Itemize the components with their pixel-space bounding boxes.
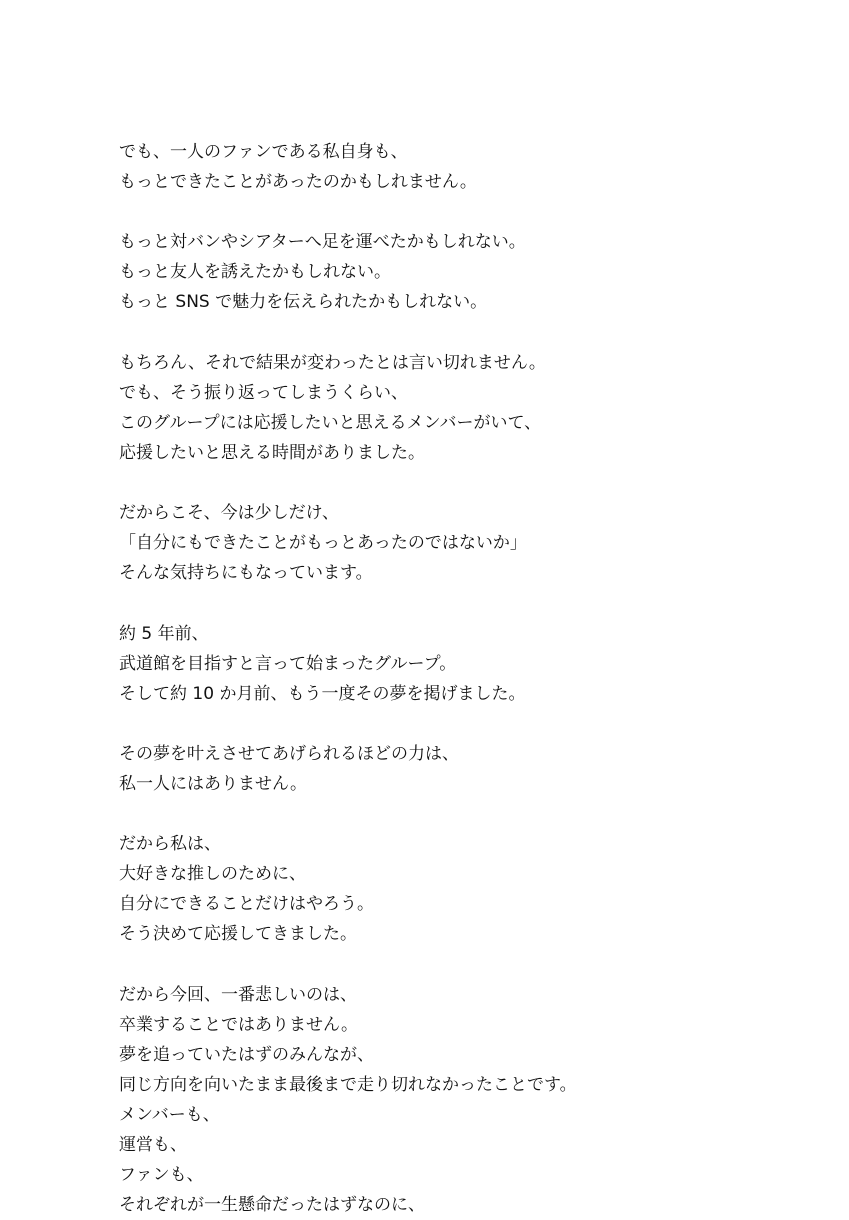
paragraph-spacer	[119, 588, 819, 618]
text-line: 運営も、	[119, 1135, 187, 1156]
paragraph	[119, 829, 819, 949]
text-line: メンバーも、	[119, 1105, 220, 1125]
text-line: 大好きな推しのために、	[119, 864, 306, 885]
text-line: でも、そう振り返ってしまうくらい、	[119, 382, 408, 403]
paragraph	[119, 619, 819, 709]
paragraph	[119, 980, 819, 1220]
text-line: 同じ方向を向いたまま最後まで走り切れなかったことです。	[119, 1074, 577, 1095]
text-line: もちろん、それで結果が変わったとは言い切れません。	[119, 352, 546, 373]
text-line: 約 5 年前、	[119, 623, 209, 644]
paragraph-spacer	[119, 950, 819, 980]
text-line: でも、一人のファンである私自身も、	[119, 142, 408, 162]
text-line: 私一人にはありません。	[119, 773, 308, 794]
text-line: もっとできたことがあったのかもしれません。	[119, 172, 477, 193]
paragraph	[119, 227, 819, 317]
text-line: もっと SNS で魅力を伝えられたかもしれない。	[119, 292, 488, 313]
paragraph-spacer	[119, 799, 819, 829]
letter-body	[119, 137, 819, 1220]
text-line: そう決めて応援してきました。	[119, 924, 357, 945]
paragraph-spacer	[119, 468, 819, 498]
text-line: 応援したいと思える時間がありました。	[119, 442, 425, 463]
text-line: もっと対バンやシアターへ足を運べたかもしれない。	[119, 232, 526, 253]
paragraph-spacer	[119, 709, 819, 739]
text-line: だから私は、	[119, 834, 221, 855]
text-line: それぞれが一生懸命だったはずなのに、	[119, 1195, 425, 1216]
paragraph	[119, 498, 819, 588]
paragraph-spacer	[119, 318, 819, 348]
paragraph	[119, 348, 819, 468]
paragraph	[119, 739, 819, 799]
paragraph-spacer	[119, 197, 819, 227]
text-line: だからこそ、今は少しだけ、	[119, 503, 339, 524]
text-line: 武道館を目指すと言って始まったグループ。	[119, 653, 457, 674]
text-line: そんな気持ちにもなっています。	[119, 563, 373, 584]
text-line: その夢を叶えさせてあげられるほどの力は、	[119, 743, 459, 764]
text-line: ファンも、	[119, 1165, 204, 1186]
text-line: 夢を追っていたはずのみんなが、	[119, 1044, 374, 1065]
text-line: 「自分にもできたことがもっとあったのではないか」	[119, 533, 527, 554]
text-line: 卒業することではありません。	[119, 1014, 359, 1035]
text-line: もっと友人を誘えたかもしれない。	[119, 262, 391, 283]
paragraph	[119, 137, 819, 197]
text-line: 自分にできることだけはやろう。	[119, 894, 374, 915]
text-line: このグループには応援したいと思えるメンバーがいて、	[119, 412, 542, 433]
text-line: だから今回、一番悲しいのは、	[119, 984, 357, 1005]
text-line: そして約 10 か月前、もう一度その夢を掲げました。	[119, 683, 526, 704]
